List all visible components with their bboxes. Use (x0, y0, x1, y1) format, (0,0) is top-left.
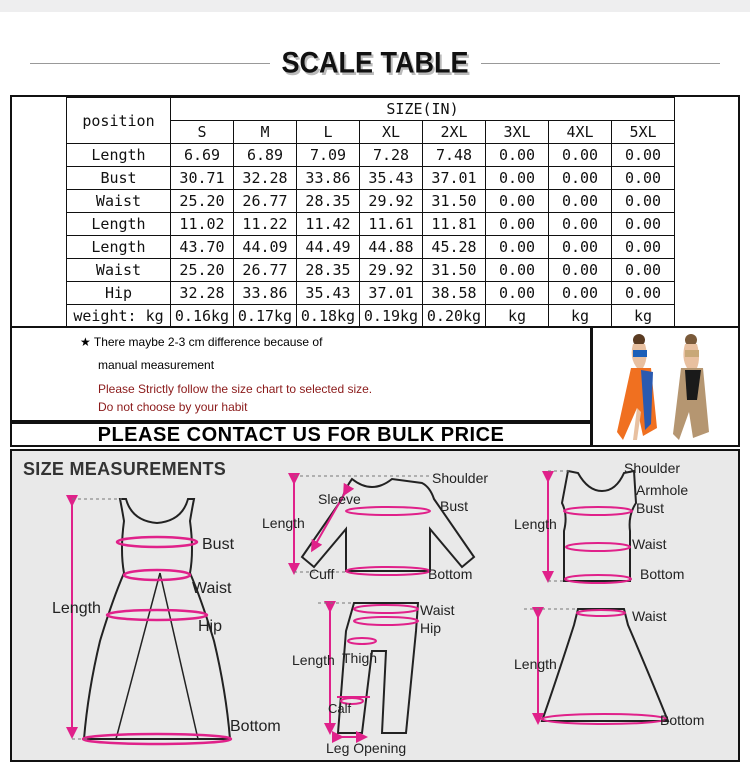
table-row (67, 213, 675, 236)
top-shoulder-label: Shoulder (432, 470, 489, 486)
skirt-length-label: Length (514, 656, 557, 672)
value-cell: 0.00 (486, 213, 549, 236)
row-label-cell: Waist (67, 190, 171, 213)
value-cell: 0.00 (549, 167, 612, 190)
page-title (0, 47, 750, 80)
pants-leg-opening-label: Leg Opening (326, 740, 407, 756)
model-2 (673, 334, 709, 440)
product-photo-illustration (593, 328, 739, 446)
value-cell: 0.00 (549, 236, 612, 259)
row-label-cell: weight: kg (67, 305, 171, 328)
table-row (67, 305, 675, 328)
tank-bust-label: Bust (636, 500, 665, 516)
row-label-cell: Bust (67, 167, 171, 190)
pants-length-label: Length (292, 652, 335, 668)
tank-shoulder-label: Shoulder (624, 460, 681, 476)
value-cell: 0.00 (486, 282, 549, 305)
size-name-cell: S (171, 121, 234, 144)
pants-diagram (292, 602, 455, 756)
value-cell: 0.17kg (234, 305, 297, 328)
value-cell: 0.00 (549, 190, 612, 213)
note-warning-2: Do not choose by your habit (98, 400, 248, 414)
size-unit-header: SIZE(IN) (171, 98, 675, 121)
value-cell: kg (612, 305, 675, 328)
dress-diagram (52, 499, 281, 744)
value-cell: 30.71 (171, 167, 234, 190)
value-cell: 0.00 (549, 282, 612, 305)
value-cell: 0.20kg (423, 305, 486, 328)
size-table (66, 97, 675, 328)
header (0, 12, 750, 92)
size-name-cell: 5XL (612, 121, 675, 144)
value-cell: 25.20 (171, 190, 234, 213)
dress-waist-label: Waist (192, 580, 232, 597)
table-row (67, 236, 675, 259)
note-line-2: manual measurement (98, 358, 215, 372)
value-cell: 6.69 (171, 144, 234, 167)
dress-length-label: Length (52, 600, 101, 617)
note-warning-1: Please Strictly follow the size chart to selected size. (98, 382, 373, 396)
row-label-cell: Length (67, 236, 171, 259)
value-cell: 44.49 (297, 236, 360, 259)
size-name-cell: XL (360, 121, 423, 144)
value-cell: 11.61 (360, 213, 423, 236)
skirt-waist-label: Waist (632, 608, 667, 624)
value-cell: 0.00 (612, 167, 675, 190)
value-cell: 35.43 (360, 167, 423, 190)
value-cell: 11.42 (297, 213, 360, 236)
value-cell: 29.92 (360, 259, 423, 282)
table-row (67, 282, 675, 305)
size-header-row (67, 98, 675, 121)
value-cell: 7.48 (423, 144, 486, 167)
value-cell: kg (486, 305, 549, 328)
note-line-1: ★ There maybe 2-3 cm difference because of (80, 335, 323, 349)
value-cell: 0.00 (549, 213, 612, 236)
value-cell: 26.77 (234, 259, 297, 282)
product-photo (592, 328, 740, 447)
size-name-cell: 4XL (549, 121, 612, 144)
value-cell: 35.43 (297, 282, 360, 305)
value-cell: 25.20 (171, 259, 234, 282)
value-cell: 0.00 (486, 144, 549, 167)
tank-armhole-label: Armhole (636, 482, 689, 498)
position-header: position (67, 98, 171, 144)
pants-thigh-label: Thigh (342, 650, 378, 666)
size-name-cell: 3XL (486, 121, 549, 144)
row-label-cell: Hip (67, 282, 171, 305)
value-cell: 0.00 (612, 282, 675, 305)
value-cell: 0.18kg (297, 305, 360, 328)
skirt-diagram (514, 608, 704, 728)
value-cell: kg (549, 305, 612, 328)
top-diagram (262, 470, 488, 582)
measurements-title: SIZE MEASUREMENTS (23, 459, 227, 479)
value-cell: 37.01 (360, 282, 423, 305)
dress-hip-label: Hip (198, 618, 223, 635)
value-cell: 0.00 (612, 259, 675, 282)
skirt-bottom-label: Bottom (660, 712, 705, 728)
value-cell: 11.22 (234, 213, 297, 236)
model-1 (617, 334, 657, 440)
value-cell: 0.00 (486, 259, 549, 282)
pants-calf-label: Calf (328, 701, 352, 716)
pants-waist-label: Waist (420, 602, 455, 618)
top-cuff-label: Cuff (309, 566, 335, 582)
table-row (67, 144, 675, 167)
value-cell: 43.70 (171, 236, 234, 259)
value-cell: 0.00 (612, 144, 675, 167)
page-title-text: SCALE TABLE (270, 47, 481, 79)
value-cell: 0.00 (549, 259, 612, 282)
value-cell: 0.00 (612, 190, 675, 213)
top-band (0, 0, 750, 12)
value-cell: 0.19kg (360, 305, 423, 328)
tank-length-label: Length (514, 516, 557, 532)
value-cell: 37.01 (423, 167, 486, 190)
row-label-cell: Length (67, 213, 171, 236)
dress-bust-label: Bust (202, 536, 235, 553)
value-cell: 31.50 (423, 259, 486, 282)
value-cell: 32.28 (234, 167, 297, 190)
value-cell: 38.58 (423, 282, 486, 305)
row-label-cell: Waist (67, 259, 171, 282)
value-cell: 11.02 (171, 213, 234, 236)
tank-diagram (514, 460, 688, 583)
table-row (67, 190, 675, 213)
value-cell: 28.35 (297, 190, 360, 213)
value-cell: 32.28 (171, 282, 234, 305)
row-label-cell: Length (67, 144, 171, 167)
value-cell: 33.86 (234, 282, 297, 305)
value-cell: 0.00 (549, 144, 612, 167)
tank-bottom-label: Bottom (640, 566, 685, 582)
size-name-cell: M (234, 121, 297, 144)
top-length-label: Length (262, 515, 305, 531)
table-row (67, 259, 675, 282)
size-measurements-panel (10, 449, 740, 762)
value-cell: 0.00 (612, 236, 675, 259)
value-cell: 44.88 (360, 236, 423, 259)
value-cell: 0.00 (486, 236, 549, 259)
size-table-panel (10, 95, 740, 328)
value-cell: 7.28 (360, 144, 423, 167)
value-cell: 0.00 (486, 190, 549, 213)
value-cell: 31.50 (423, 190, 486, 213)
notes-panel (10, 328, 592, 422)
size-name-cell: 2XL (423, 121, 486, 144)
dress-bottom-label: Bottom (230, 718, 281, 735)
value-cell: 44.09 (234, 236, 297, 259)
bulk-price-banner: PLEASE CONTACT US FOR BULK PRICE (10, 422, 592, 447)
table-row (67, 167, 675, 190)
value-cell: 7.09 (297, 144, 360, 167)
value-cell: 0.16kg (171, 305, 234, 328)
value-cell: 45.28 (423, 236, 486, 259)
value-cell: 0.00 (612, 213, 675, 236)
value-cell: 29.92 (360, 190, 423, 213)
value-cell: 0.00 (486, 167, 549, 190)
value-cell: 33.86 (297, 167, 360, 190)
size-name-cell: L (297, 121, 360, 144)
top-sleeve-label: Sleeve (318, 491, 361, 507)
top-bust-label: Bust (440, 498, 469, 514)
value-cell: 11.81 (423, 213, 486, 236)
top-bottom-label: Bottom (428, 566, 473, 582)
value-cell: 6.89 (234, 144, 297, 167)
tank-waist-label: Waist (632, 536, 667, 552)
value-cell: 26.77 (234, 190, 297, 213)
measurement-diagrams (12, 451, 738, 760)
pants-hip-label: Hip (420, 620, 442, 636)
value-cell: 28.35 (297, 259, 360, 282)
